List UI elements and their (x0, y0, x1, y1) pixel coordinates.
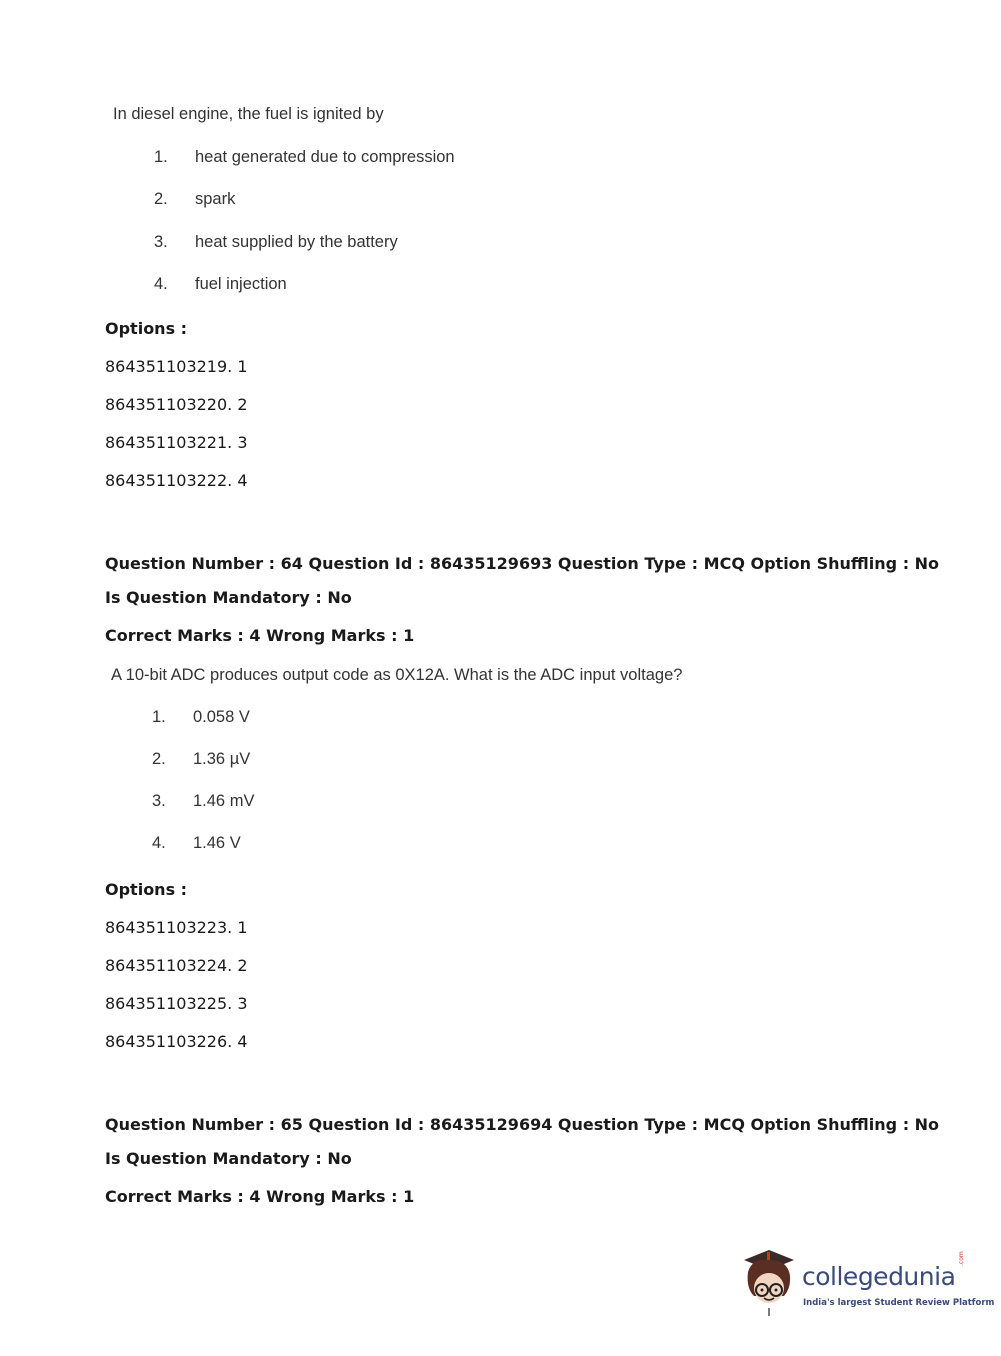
choice-text: 1.36 µV (193, 750, 251, 768)
choice-number: 2. (152, 750, 166, 768)
question-mandatory: Is Question Mandatory : No (105, 1149, 352, 1168)
choice-number: 4. (152, 834, 166, 852)
question-header: Question Number : 64 Question Id : 86435129693 Question Type : MCQ Option Shuffling : No (105, 554, 940, 573)
option-id: 864351103224. 2 (105, 956, 248, 975)
question-header: Question Number : 65 Question Id : 86435129694 Question Type : MCQ Option Shuffling : No (105, 1115, 940, 1134)
choice-text: 1.46 mV (193, 792, 255, 810)
collegedunia-tagline: India's largest Student Review Platform (803, 1298, 995, 1308)
question-text: In diesel engine, the fuel is ignited by (113, 105, 384, 123)
option-id: 864351103220. 2 (105, 395, 248, 414)
choice-text: spark (195, 190, 236, 208)
question-mandatory: Is Question Mandatory : No (105, 588, 352, 607)
collegedunia-wordmark: collegedunia (802, 1262, 956, 1291)
choice-text: 1.46 V (193, 834, 241, 852)
option-id: 864351103226. 4 (105, 1032, 248, 1051)
option-id: 864351103219. 1 (105, 357, 248, 376)
collegedunia-mascot-icon (738, 1246, 800, 1318)
option-id: 864351103222. 4 (105, 471, 248, 490)
option-id: 864351103221. 3 (105, 433, 248, 452)
options-label: Options : (105, 319, 188, 338)
question-text: A 10-bit ADC produces output code as 0X12A. What is the ADC input voltage? (111, 666, 683, 684)
choice-number: 2. (154, 190, 168, 208)
question-marks: Correct Marks : 4 Wrong Marks : 1 (105, 1187, 415, 1206)
choice-text: 0.058 V (193, 708, 250, 726)
choice-number: 3. (152, 792, 166, 810)
choice-number: 3. (154, 233, 168, 251)
collegedunia-com-suffix: .com (958, 1251, 965, 1266)
options-label: Options : (105, 880, 188, 899)
choice-number: 1. (154, 148, 168, 166)
choice-text: heat supplied by the battery (195, 233, 398, 251)
option-id: 864351103225. 3 (105, 994, 248, 1013)
option-id: 864351103223. 1 (105, 918, 248, 937)
choice-number: 1. (152, 708, 166, 726)
choice-text: heat generated due to compression (195, 148, 455, 166)
choice-number: 4. (154, 275, 168, 293)
choice-text: fuel injection (195, 275, 287, 293)
question-marks: Correct Marks : 4 Wrong Marks : 1 (105, 626, 415, 645)
